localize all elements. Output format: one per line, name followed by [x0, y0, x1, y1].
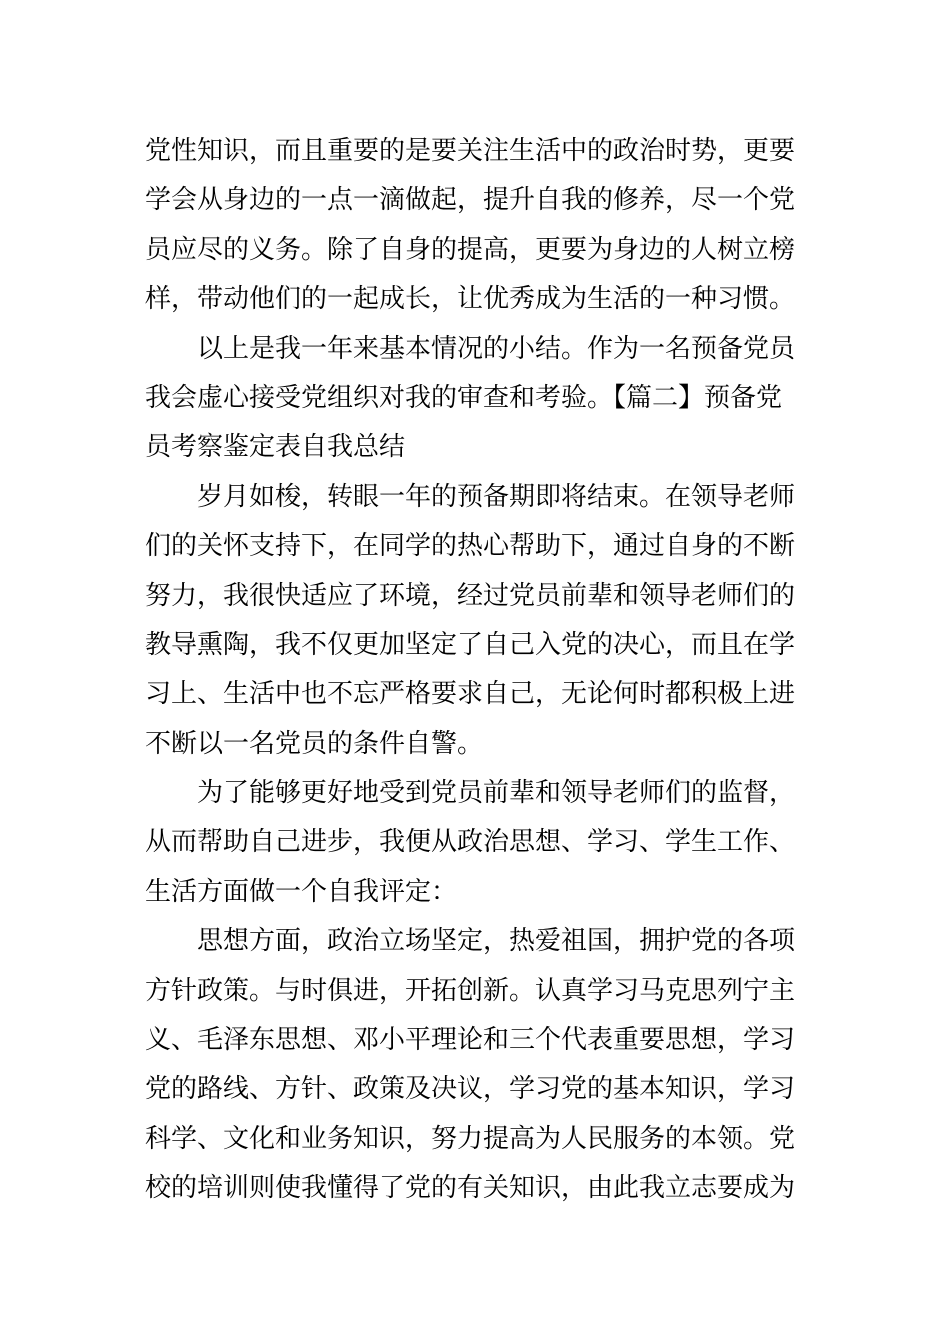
text-line: 员应尽的义务。除了自身的提高，更要为身边的人树立榜: [145, 234, 796, 265]
text-line: 从而帮助自己进步，我便从政治思想、学习、学生工作、: [145, 827, 796, 858]
text-line: 样，带动他们的一起成长，让优秀成为生活的一种习惯。: [145, 284, 796, 315]
text-line: 党的路线、方针、政策及决议，学习党的基本知识，学习: [145, 1074, 796, 1105]
text-line: 习上、生活中也不忘严格要求自己，无论何时都积极上进: [145, 679, 796, 710]
text-line: 学会从身边的一点一滴做起，提升自我的修养，尽一个党: [145, 185, 796, 216]
text-line: 党性知识，而且重要的是要关注生活中的政治时势，更要: [145, 136, 796, 166]
text-line: 我会虚心接受党组织对我的审查和考验。【篇二】预备党: [145, 382, 783, 413]
text-line: 努力，我很快适应了环境，经过党员前辈和领导老师们的: [145, 580, 796, 611]
text-line: 思想方面，政治立场坚定，热爱祖国，拥护党的各项: [197, 926, 796, 957]
text-line: 义、毛泽东思想、邓小平理论和三个代表重要思想，学习: [145, 1025, 796, 1056]
text-line: 不断以一名党员的条件自警。: [145, 728, 484, 759]
text-line: 岁月如梭，转眼一年的预备期即将结束。在领导老师: [197, 481, 796, 512]
text-line: 们的关怀支持下，在同学的热心帮助下，通过自身的不断: [145, 531, 796, 562]
text-line: 校的培训则使我懂得了党的有关知识，由此我立志要成为: [145, 1173, 796, 1204]
document-body: [145, 127, 810, 1214]
text-line: 生活方面做一个自我评定：: [145, 876, 458, 907]
text-line: 教导熏陶，我不仅更加坚定了自己入党的决心，而且在学: [145, 629, 796, 660]
text-line: 为了能够更好地受到党员前辈和领导老师们的监督，: [197, 778, 796, 809]
text-line: 方针政策。与时俱进，开拓创新。认真学习马克思列宁主: [145, 975, 796, 1006]
text-line: 以上是我一年来基本情况的小结。作为一名预备党员: [197, 333, 796, 364]
text-line: 科学、文化和业务知识，努力提高为人民服务的本领。党: [145, 1123, 796, 1154]
text-line: 员考察鉴定表自我总结: [145, 432, 406, 463]
